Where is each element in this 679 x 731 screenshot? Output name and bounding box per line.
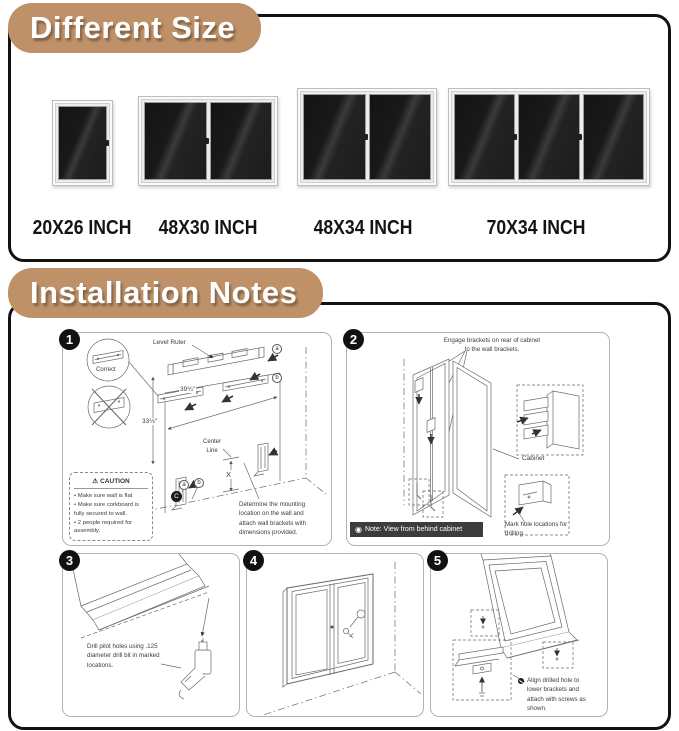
- screw-callout-b2: b: [194, 478, 204, 488]
- step4-number-badge: 4: [243, 550, 264, 571]
- step4-diagram-svg: [247, 554, 425, 718]
- caution-item: • Make sure corkboard is fully secured to wall.: [74, 501, 148, 519]
- step1-number-badge: 1: [59, 329, 80, 350]
- installation-notes-title: Installation Notes: [8, 268, 323, 318]
- step1-note: Determine the mounting location on the wall and attach wall brackets with dimensions provided.: [239, 501, 307, 536]
- board-door: [518, 94, 579, 180]
- step5-instruction: Align drilled hole to lower brackets and attach with screws as shown.: [527, 677, 586, 712]
- caution-box: [69, 472, 153, 541]
- behind-cabinet-note-bar: [350, 522, 483, 537]
- step3-diagram-svg: [63, 554, 241, 718]
- board-door: [58, 106, 107, 180]
- step5-panel: [430, 553, 608, 717]
- board-48x30: [138, 96, 278, 186]
- lock-icon: [578, 134, 582, 140]
- eye-icon: ◉: [355, 524, 362, 534]
- board-door: [369, 94, 432, 180]
- step3-number-badge: 3: [59, 550, 80, 571]
- board-70x34: [448, 88, 650, 186]
- screw-callout-c: C: [171, 491, 182, 502]
- caution-item: • 2 people required for assembly.: [74, 519, 148, 537]
- board-door: [583, 94, 644, 180]
- size-label-20x26: 20X26 INCH: [32, 217, 132, 239]
- board-door: [454, 94, 515, 180]
- x-dimension-label: X: [226, 470, 232, 479]
- board-door: [303, 94, 366, 180]
- lock-icon: [513, 134, 517, 140]
- board-20x26: [52, 100, 113, 186]
- board-48x34: [297, 88, 437, 186]
- center-line-label: Center Line: [202, 439, 221, 454]
- screw-callout-a: a: [272, 344, 282, 354]
- step2-number-badge: 2: [343, 329, 364, 350]
- screw-callout-icon: [518, 678, 524, 684]
- size-label-48x30: 48X30 INCH: [158, 217, 258, 239]
- caution-list: [74, 492, 148, 536]
- lock-icon: [105, 140, 109, 146]
- note-bar-text: Note: View from behind cabinet: [364, 526, 463, 533]
- lock-icon: [364, 134, 368, 140]
- size-label-70x34: 70X34 INCH: [486, 217, 586, 239]
- board-door: [144, 102, 207, 180]
- board-door: [210, 102, 273, 180]
- step4-panel: [246, 553, 424, 717]
- height-dimension: 33⅛": [142, 418, 157, 425]
- warning-icon: ⚠: [92, 478, 99, 485]
- step3-instruction: Drill pilot holes using .125 diameter drill bit in marked locations.: [87, 643, 160, 669]
- size-label-48x34: 48X34 INCH: [313, 217, 413, 239]
- cabinet-label: Cabinet: [522, 455, 545, 462]
- width-dimension: 39¾": [180, 386, 195, 393]
- screw-callout-a2: a: [179, 480, 189, 490]
- correct-label: Correct: [96, 367, 116, 373]
- step2-instruction: Engage brackets on rear of cabinet to the wall brackets.: [443, 337, 541, 354]
- step3-panel: [62, 553, 240, 717]
- mark-holes-label: Mark hole locations for drilling.: [505, 521, 568, 538]
- level-ruler-label: Level Ruler: [153, 339, 186, 346]
- step1-panel: [62, 332, 332, 546]
- step2-panel: [346, 332, 610, 546]
- different-size-title: Different Size: [8, 3, 261, 53]
- lock-icon: [205, 138, 209, 144]
- caution-title: CAUTION: [100, 477, 130, 485]
- step5-number-badge: 5: [427, 550, 448, 571]
- screw-callout-b: b: [272, 373, 282, 383]
- step2-diagram-svg: [347, 333, 611, 547]
- caution-item: • Make sure wall is flat: [74, 492, 148, 501]
